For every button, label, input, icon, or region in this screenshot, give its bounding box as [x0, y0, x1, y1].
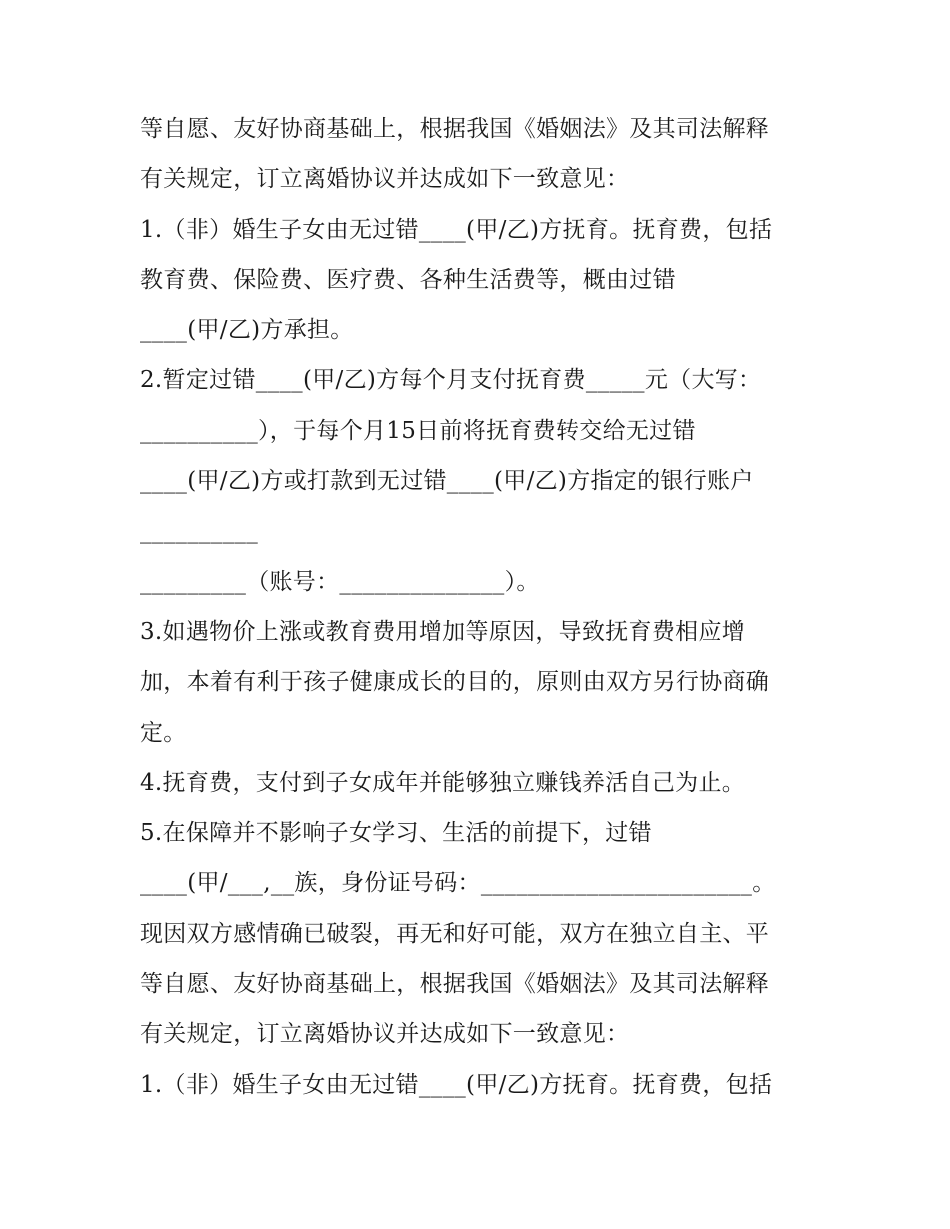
clause-3-line: 3.如遇物价上涨或教育费用增加等原因，导致抚育费相应增 — [140, 618, 746, 645]
text-line: ____(甲/乙)方承担。 — [140, 317, 354, 344]
text-line: 有关规定，订立离婚协议并达成如下一致意见： — [140, 1021, 630, 1048]
clause-1-line: 1.（非）婚生子女由无过错____(甲/乙)方抚育。抚育费，包括 — [140, 1071, 773, 1098]
text-line: 加，本着有利于孩子健康成长的目的，原则由双方另行协商确 — [140, 669, 770, 696]
document-body — [140, 104, 820, 1110]
text-line: 有关规定，订立离婚协议并达成如下一致意见： — [140, 166, 630, 193]
account-line: _________（账号：______________）。 — [140, 568, 540, 595]
clause-4-line: 4.抚育费，支付到子女成年并能够独立赚钱养活自己为止。 — [140, 769, 746, 796]
text-line: 等自愿、友好协商基础上，根据我国《婚姻法》及其司法解释 — [140, 116, 770, 142]
id-number-line: ____(甲/___,__族，身份证号码：_______________________。 — [140, 870, 776, 897]
blank-line: __________ — [140, 518, 258, 545]
clause-1-line: 1.（非）婚生子女由无过错____(甲/乙)方抚育。抚育费，包括 — [140, 216, 773, 243]
text-line: 等自愿、友好协商基础上，根据我国《婚姻法》及其司法解释 — [140, 971, 770, 998]
text-line: __________），于每个月15日前将抚育费转交给无过错 — [140, 417, 696, 444]
text-line: 现因双方感情确已破裂，再无和好可能，双方在独立自主、平 — [140, 920, 770, 947]
text-line: 定。 — [140, 719, 187, 746]
clause-2-line: 2.暂定过错____(甲/乙)方每个月支付抚育费_____元（大写： — [140, 367, 762, 394]
text-line: ____(甲/乙)方或打款到无过错____(甲/乙)方指定的银行账户 — [140, 468, 754, 495]
text-line: 教育费、保险费、医疗费、各种生活费等，概由过错 — [140, 266, 676, 293]
clause-5-line: 5.在保障并不影响子女学习、生活的前提下，过错 — [140, 820, 652, 847]
